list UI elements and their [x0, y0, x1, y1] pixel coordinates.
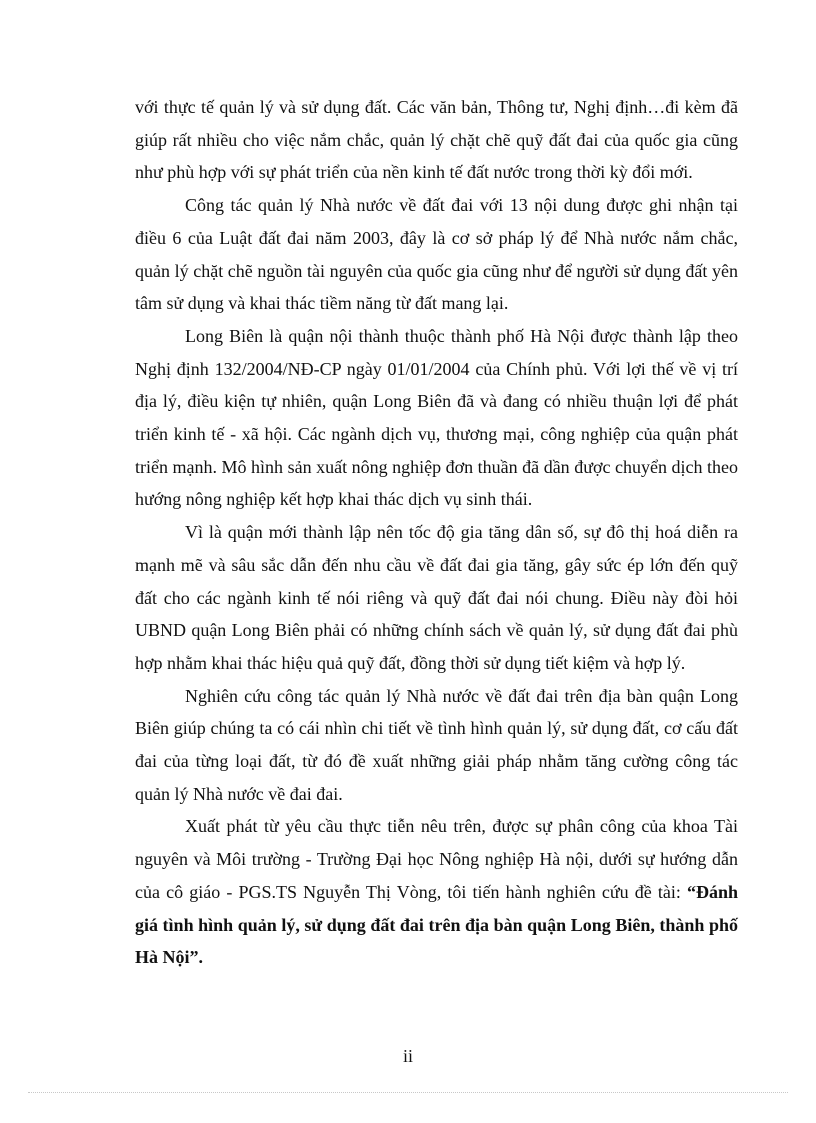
page-number: ii — [402, 1046, 413, 1066]
thesis-topic-lead: Xuất phát từ yêu cầu thực tiễn nêu trên, được sự phân công của khoa Tài nguyên và Môi trường - Trường Đại học Nông nghiệp Hà nội, dưới sự hướng dẫn của cô giáo - PGS.TS Nguyễn Thị Vòng, tôi tiến hành nghiên cứu đề tài: — [135, 816, 738, 902]
paragraph-urbanization-pressure: Vì là quận mới thành lập nên tốc độ gia tăng dân số, sự đô thị hoá diễn ra mạnh mẽ và sâu sắc dẫn đến nhu cầu về đất đai gia tăng, gây sức ép lớn đến quỹ đất cho các ngành kinh tế nói riêng và quỹ đất đai nói chung. Điều này đòi hỏi UBND quận Long Biên phải có những chính sách về quản lý, sử dụng đất đai phù hợp nhằm khai thác hiệu quả quỹ đất, đồng thời sử dụng tiết kiệm và hợp lý. — [135, 522, 738, 673]
thesis-title: “Đánh giá tình hình quản lý, sử dụng đất đai trên địa bàn quận Long Biên, thành phố Hà Nội”. — [135, 881, 738, 968]
paragraph-thesis-topic — [135, 810, 738, 974]
body-text — [135, 91, 738, 974]
paragraph-land-management-content: Công tác quản lý Nhà nước về đất đai với 13 nội dung được ghi nhận tại điều 6 của Luật đất đai năm 2003, đây là cơ sở pháp lý để Nhà nước nắm chắc, quản lý chặt chẽ nguồn tài nguyên của quốc gia cũng như để người sử dụng đất yên tâm sử dụng và khai thác tiềm năng từ đất mang lại. — [135, 195, 738, 314]
paragraph-long-bien-introduction: Long Biên là quận nội thành thuộc thành phố Hà Nội được thành lập theo Nghị định 132/2004/NĐ-CP ngày 01/01/2004 của Chính phủ. Với lợi thế về vị trí địa lý, điều kiện tự nhiên, quận Long Biên đã và đang có nhiều thuận lợi để phát triển kinh tế - xã hội. Các ngành dịch vụ, thương mại, công nghiệp của quận phát triển mạnh. Mô hình sản xuất nông nghiệp đơn thuần đã dần được chuyển dịch theo hướng nông nghiệp kết hợp khai thác dịch vụ sinh thái. — [135, 325, 738, 510]
page-bottom-divider — [28, 1092, 788, 1093]
paragraph-research-purpose: Nghiên cứu công tác quản lý Nhà nước về đất đai trên địa bàn quận Long Biên giúp chúng ta có cái nhìn chi tiết về tình hình quản lý, sử dụng đất, cơ cấu đất đai của từng loại đất, từ đó đề xuất những giải pháp nhằm tăng cường công tác quản lý Nhà nước về đai đai. — [135, 685, 738, 804]
paragraph-continuation: với thực tế quản lý và sử dụng đất. Các văn bản, Thông tư, Nghị định…đi kèm đã giúp rất nhiều cho việc nắm chắc, quản lý chặt chẽ quỹ đất đai của quốc gia cũng như phù hợp với sự phát triển của nền kinh tế đất nước trong thời kỳ đổi mới. — [135, 97, 738, 183]
